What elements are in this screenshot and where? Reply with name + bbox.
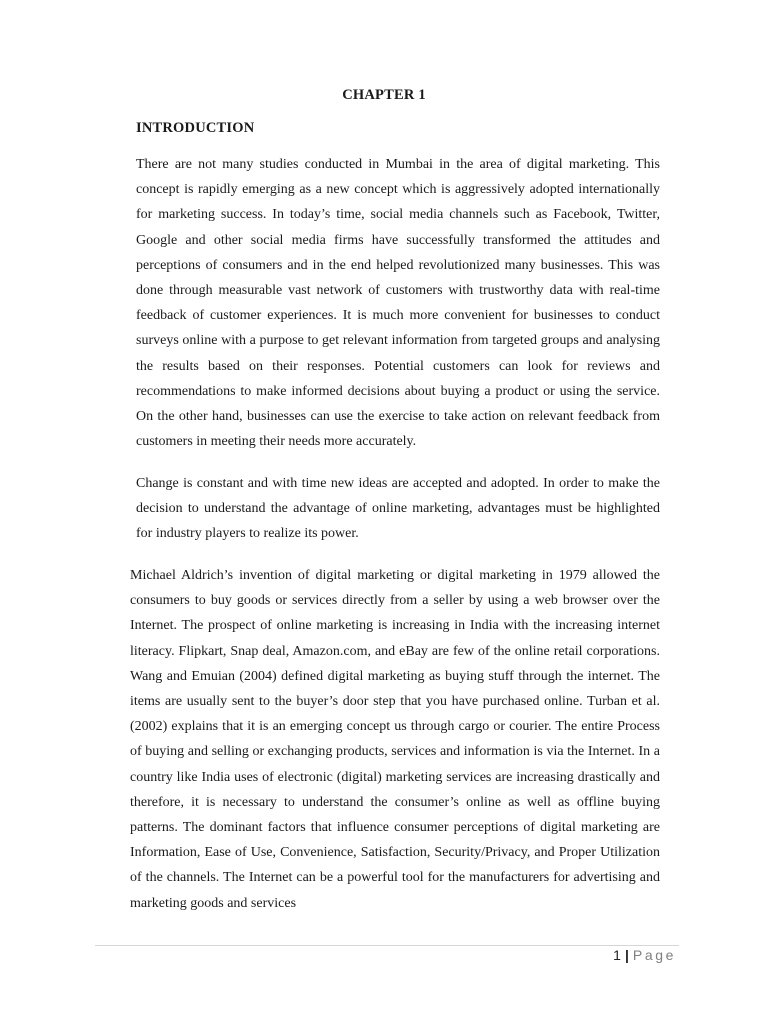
page-label: Page: [632, 947, 676, 963]
footer-divider: [95, 945, 679, 946]
paragraph-change: Change is constant and with time new ideas are accepted and adopted. In order to make the decision to understand the advantage of online marketing, advantages must be highlighted for industry players to realize its power.: [136, 476, 660, 541]
page-number: 1: [613, 947, 621, 963]
page-footer: [613, 947, 676, 963]
chapter-heading: CHAPTER 1: [342, 87, 426, 103]
section-heading: INTRODUCTION: [136, 120, 255, 136]
paragraph-aldrich: Michael Aldrich’s invention of digital marketing or digital marketing in 1979 allowed the consumers to buy goods or services directly from a seller by using a web browser over the Internet. The prospect of online marketing is increasing in India with the increasing internet literacy. Flipkart, Snap deal, Amazon.com, and eBay are few of the online retail corporations. Wang and Emuian (2004) defined digital marketing as buying stuff through the internet. The items are usually sent to the buyer’s door step that you have purchased online. Turban et al. (2002) explains that it is an emerging concept us through cargo or courier. The entire Process of buying and selling or exchanging products, services and information is via the Internet. In a country like India uses of electronic (digital) marketing services are increasing drastically and therefore, it is necessary to understand the consumer’s online as well as offline buying patterns. The dominant factors that influence consumer perceptions of digital marketing are Information, Ease of Use, Convenience, Satisfaction, Security/Privacy, and Proper Utilization of the channels. The Internet can be a powerful tool for the manufacturers for advertising and marketing goods and services: [130, 568, 660, 911]
paragraph-intro: There are not many studies conducted in Mumbai in the area of digital marketing. This concept is rapidly emerging as a new concept which is aggressively adopted internationally for marketing success. In today’s time, social media channels such as Facebook, Twitter, Google and other social media firms have successfully transformed the attitudes and perceptions of consumers and in the end helped revolutionized many businesses. This was done through measurable vast network of customers with trustworthy data with real-time feedback of customer experiences. It is much more convenient for businesses to conduct surveys online with a purpose to get relevant information from targeted groups and analysing the results based on their responses. Potential customers can look for reviews and recommendations to make informed decisions about buying a product or using the service. On the other hand, businesses can use the exercise to take action on relevant feedback from customers in meeting their needs more accurately.: [136, 157, 660, 450]
footer-separator: |: [624, 947, 629, 963]
